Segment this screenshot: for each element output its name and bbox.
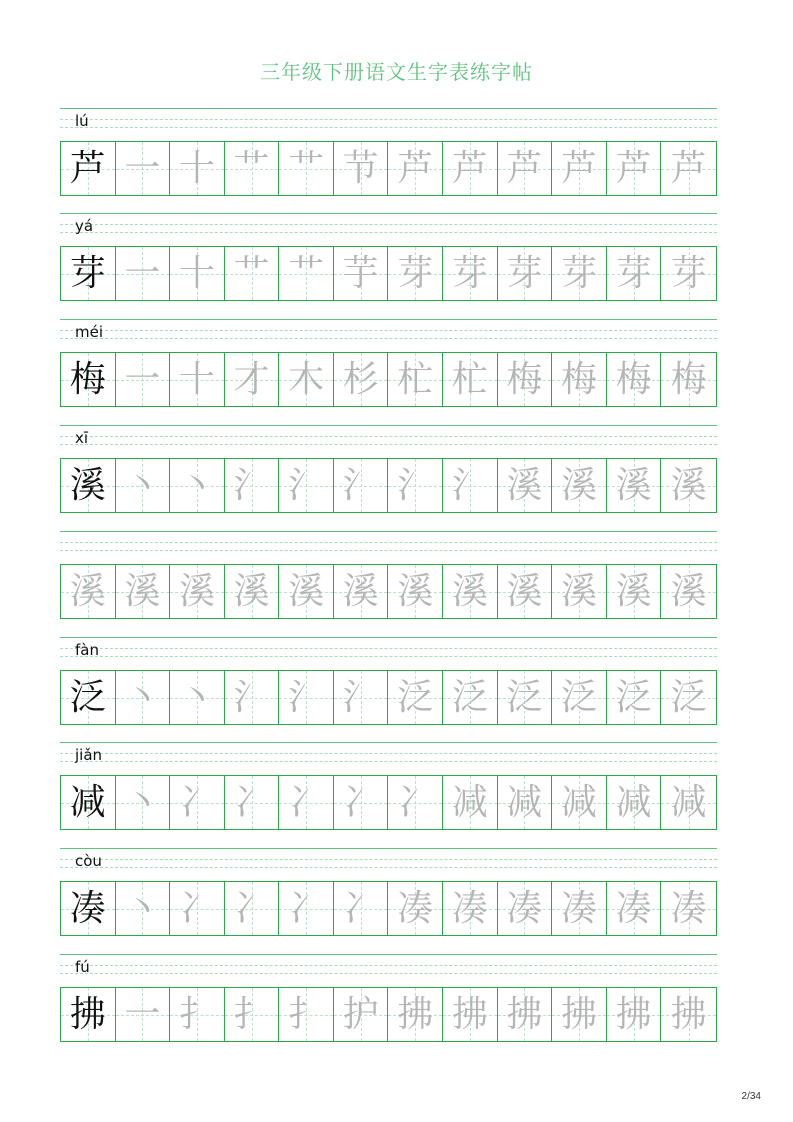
pinyin-band [60,848,717,874]
page-title: 三年级下册语文生字表练字帖 [260,60,533,84]
pinyin-label: lú [75,112,89,130]
trace-character: 凑 [506,888,543,929]
trace-character-cell [498,142,553,195]
trace-character-cell [661,988,716,1041]
trace-character: 拂 [506,994,543,1035]
trace-character-cell [498,776,553,829]
trace-character: 泛 [560,677,597,718]
trace-character-cell [552,247,607,300]
trace-character: 梅 [560,359,597,400]
trace-character: 芋 [342,253,379,294]
trace-character: 泛 [451,677,488,718]
pinyin-label: yá [75,217,94,235]
model-character-cell [61,671,116,724]
model-character-cell [61,776,116,829]
band-guide-line [60,232,717,233]
trace-character: 十 [178,359,215,400]
trace-character: 丶 [124,465,161,506]
band-guide-line [60,656,717,657]
model-character-cell [61,988,116,1041]
trace-character-cell [443,776,498,829]
trace-character-cell [279,565,334,618]
trace-character: 泛 [670,677,707,718]
band-guide-line [60,542,717,543]
trace-character: 溪 [560,465,597,506]
trace-character-cell [661,353,716,406]
trace-character-cell [334,776,389,829]
tian-grid [60,987,717,1042]
model-character-cell [61,142,116,195]
trace-character: 艹 [288,253,325,294]
tian-grid [60,246,717,301]
band-top-line [60,848,717,849]
practice-row [60,954,717,1060]
trace-character-cell [661,671,716,724]
trace-character: 溪 [233,571,270,612]
trace-character-cell [552,142,607,195]
band-guide-line [60,753,717,754]
trace-character-cell [388,988,443,1041]
band-top-line [60,637,717,638]
trace-character-cell [388,142,443,195]
trace-character-cell [225,565,280,618]
trace-character-cell [170,459,225,512]
trace-character: 氵 [451,465,488,506]
band-guide-line [60,859,717,860]
trace-character-cell [116,882,171,935]
trace-character: 溪 [451,571,488,612]
tian-grid [60,775,717,830]
trace-character-cell [498,353,553,406]
trace-character-cell [279,459,334,512]
trace-character-cell [170,142,225,195]
trace-character-cell [225,353,280,406]
trace-character-cell [443,988,498,1041]
band-guide-line [60,224,717,225]
model-character-cell [61,247,116,300]
trace-character-cell [170,882,225,935]
trace-character-cell [443,142,498,195]
trace-character-cell [116,142,171,195]
trace-character-cell [334,988,389,1041]
model-character: 梅 [69,359,106,400]
tian-grid [60,458,717,513]
tian-grid [60,670,717,725]
trace-character: 冫 [288,888,325,929]
trace-character-cell [334,353,389,406]
trace-character: 一 [124,253,161,294]
pinyin-label: xī [75,429,89,447]
band-top-line [60,108,717,109]
model-character: 溪 [69,465,106,506]
trace-character-cell [552,459,607,512]
trace-character-cell [607,353,662,406]
trace-character-cell [443,247,498,300]
trace-character: 减 [560,782,597,823]
trace-character: 一 [124,148,161,189]
trace-character: 氵 [288,465,325,506]
trace-character-cell [388,671,443,724]
trace-character-cell [388,247,443,300]
model-character-cell [61,882,116,935]
trace-character: 十 [178,253,215,294]
trace-character-cell [607,988,662,1041]
trace-character-cell [443,565,498,618]
trace-character: 冫 [178,782,215,823]
trace-character: 艹 [288,148,325,189]
trace-character-cell [552,882,607,935]
pinyin-band [60,637,717,663]
trace-character: 拂 [670,994,707,1035]
trace-character: 凑 [670,888,707,929]
trace-character: 氵 [342,677,379,718]
trace-character-cell [170,353,225,406]
band-guide-line [60,119,717,120]
pinyin-label: còu [75,852,102,870]
trace-character: 泛 [615,677,652,718]
trace-character-cell [388,776,443,829]
trace-character-cell [334,882,389,935]
trace-character: 氵 [288,677,325,718]
band-guide-line [60,973,717,974]
trace-character-cell [116,565,171,618]
trace-character-cell [607,459,662,512]
trace-character: 丶 [124,888,161,929]
band-top-line [60,742,717,743]
trace-character-cell [552,988,607,1041]
band-guide-line [60,965,717,966]
trace-character-cell [607,882,662,935]
band-guide-line [60,436,717,437]
trace-character-cell [607,142,662,195]
trace-character: 杧 [397,359,434,400]
trace-character: 芦 [506,148,543,189]
model-character-cell [61,459,116,512]
trace-character: 梅 [506,359,543,400]
model-character-cell [61,353,116,406]
trace-character: 芦 [615,148,652,189]
trace-character: 溪 [69,571,106,612]
trace-character: 十 [178,148,215,189]
model-character: 减 [69,782,106,823]
trace-character-cell [388,459,443,512]
trace-character-cell [279,988,334,1041]
model-character: 芦 [69,148,106,189]
trace-character: 溪 [560,571,597,612]
trace-character: 芦 [560,148,597,189]
trace-character-cell [498,988,553,1041]
trace-character: 拂 [451,994,488,1035]
trace-character: 芽 [397,253,434,294]
trace-character: 丶 [178,465,215,506]
band-guide-line [60,761,717,762]
trace-character-cell [661,247,716,300]
trace-character: 艹 [233,253,270,294]
band-top-line [60,531,717,532]
trace-character: 艹 [233,148,270,189]
pinyin-label: fú [75,958,90,976]
trace-character-cell [607,776,662,829]
trace-character-cell [225,776,280,829]
trace-character-cell [225,988,280,1041]
trace-character: 溪 [506,465,543,506]
trace-character-cell [552,671,607,724]
trace-character: 冫 [342,782,379,823]
pinyin-band [60,213,717,239]
trace-character: 氵 [397,465,434,506]
trace-character-cell [661,882,716,935]
trace-character-cell [498,247,553,300]
trace-character: 凑 [560,888,597,929]
trace-character-cell [116,776,171,829]
trace-character: 泛 [506,677,543,718]
tian-grid [60,352,717,407]
trace-character-cell [607,671,662,724]
tian-grid [60,564,717,619]
model-character: 拂 [69,994,106,1035]
trace-character-cell [661,459,716,512]
pinyin-band [60,531,717,557]
practice-row [60,425,717,531]
trace-character: 凑 [397,888,434,929]
band-guide-line [60,330,717,331]
tian-grid [60,141,717,196]
pinyin-label: méi [75,323,104,341]
trace-character: 才 [233,359,270,400]
trace-character: 溪 [178,571,215,612]
trace-character-cell [279,882,334,935]
trace-character-cell [334,142,389,195]
trace-character-cell [552,776,607,829]
trace-character: 芽 [615,253,652,294]
trace-character-cell [225,671,280,724]
trace-character: 护 [342,994,379,1035]
band-guide-line [60,338,717,339]
trace-character-cell [443,459,498,512]
trace-character: 氵 [233,465,270,506]
trace-character: 溪 [670,571,707,612]
trace-character: 芦 [451,148,488,189]
trace-character-cell [443,671,498,724]
trace-character: 减 [670,782,707,823]
trace-character-cell [498,882,553,935]
trace-character: 一 [124,994,161,1035]
practice-row [60,531,717,637]
trace-character: 丶 [178,677,215,718]
band-guide-line [60,550,717,551]
trace-character-cell [225,247,280,300]
trace-character-cell [552,565,607,618]
trace-character: 溪 [342,571,379,612]
trace-character: 泛 [397,677,434,718]
trace-character: 扌 [178,994,215,1035]
trace-character-cell [279,142,334,195]
trace-character-cell [552,353,607,406]
trace-character: 杉 [342,359,379,400]
band-guide-line [60,867,717,868]
trace-character-cell [279,776,334,829]
practice-row [60,108,717,214]
practice-row [60,637,717,743]
trace-character-cell [170,776,225,829]
trace-character: 冫 [178,888,215,929]
practice-row [60,319,717,425]
trace-character: 溪 [506,571,543,612]
band-top-line [60,213,717,214]
band-guide-line [60,444,717,445]
trace-character: 冫 [233,782,270,823]
trace-character: 溪 [615,465,652,506]
trace-character-cell [607,565,662,618]
trace-character: 芽 [451,253,488,294]
trace-character-cell [334,565,389,618]
trace-character: 芦 [670,148,707,189]
trace-character: 氵 [233,677,270,718]
trace-character-cell [661,142,716,195]
trace-character: 拂 [560,994,597,1035]
band-top-line [60,425,717,426]
trace-character-cell [498,459,553,512]
pinyin-band [60,108,717,134]
trace-character-cell [116,671,171,724]
pinyin-band [60,319,717,345]
practice-row [60,213,717,319]
trace-character: 杧 [451,359,488,400]
page-number: 2/34 [741,1091,761,1102]
trace-character-cell [607,247,662,300]
trace-character-cell [334,247,389,300]
trace-character: 梅 [670,359,707,400]
trace-character: 扌 [233,994,270,1035]
trace-character: 减 [451,782,488,823]
trace-character: 一 [124,359,161,400]
pinyin-band [60,954,717,980]
trace-character: 芽 [506,253,543,294]
trace-character-cell [661,565,716,618]
trace-character: 拂 [397,994,434,1035]
trace-character-cell [225,459,280,512]
trace-character: 丶 [124,677,161,718]
pinyin-label: jiǎn [75,746,103,764]
trace-character-cell [170,988,225,1041]
trace-character-cell [498,671,553,724]
trace-character-cell [116,353,171,406]
trace-character-cell [279,671,334,724]
trace-character-cell [661,776,716,829]
trace-character-cell [116,459,171,512]
trace-character: 木 [288,359,325,400]
trace-character-cell [116,247,171,300]
trace-character: 冫 [233,888,270,929]
band-top-line [60,319,717,320]
trace-character: 氵 [342,465,379,506]
trace-character: 节 [342,148,379,189]
trace-character: 减 [615,782,652,823]
trace-character-cell [116,988,171,1041]
trace-character: 芽 [560,253,597,294]
trace-character: 溪 [615,571,652,612]
trace-character: 芽 [670,253,707,294]
trace-character-cell [279,353,334,406]
model-character: 泛 [69,677,106,718]
trace-character: 拂 [615,994,652,1035]
trace-character: 冫 [288,782,325,823]
band-top-line [60,954,717,955]
trace-character-cell [61,565,116,618]
trace-character-cell [388,565,443,618]
trace-character: 冫 [342,888,379,929]
model-character: 芽 [69,253,106,294]
pinyin-band [60,425,717,451]
trace-character: 丶 [124,782,161,823]
trace-character-cell [443,882,498,935]
trace-character-cell [225,142,280,195]
practice-row [60,848,717,954]
trace-character-cell [170,247,225,300]
trace-character: 芦 [397,148,434,189]
band-guide-line [60,648,717,649]
trace-character: 冫 [397,782,434,823]
trace-character-cell [334,459,389,512]
trace-character-cell [388,353,443,406]
trace-character: 溪 [670,465,707,506]
trace-character-cell [443,353,498,406]
trace-character: 溪 [397,571,434,612]
pinyin-band [60,742,717,768]
model-character: 凑 [69,888,106,929]
trace-character: 扌 [288,994,325,1035]
trace-character-cell [170,671,225,724]
trace-character-cell [279,247,334,300]
trace-character-cell [170,565,225,618]
pinyin-label: fàn [75,641,99,659]
trace-character: 减 [506,782,543,823]
tian-grid [60,881,717,936]
trace-character: 凑 [451,888,488,929]
trace-character-cell [334,671,389,724]
trace-character-cell [225,882,280,935]
trace-character-cell [388,882,443,935]
trace-character: 溪 [288,571,325,612]
practice-row [60,742,717,848]
trace-character: 梅 [615,359,652,400]
trace-character-cell [498,565,553,618]
trace-character: 凑 [615,888,652,929]
trace-character: 溪 [124,571,161,612]
band-guide-line [60,127,717,128]
